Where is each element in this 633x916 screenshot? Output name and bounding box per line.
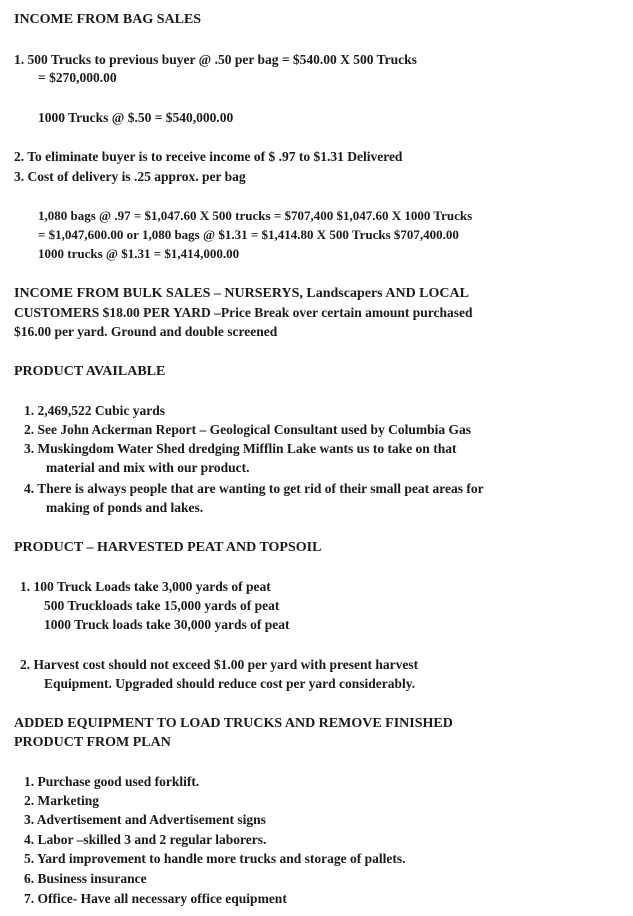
harvested-item-2-line-2: Equipment. Upgraded should reduce cost per yard considerably. — [44, 676, 416, 691]
product-available-item-4-line-2: making of ponds and lakes. — [46, 500, 204, 515]
bag-sales-item-2: 2. To eliminate buyer is to receive income of $ .97 to $1.31 Delivered — [14, 149, 403, 164]
equipment-heading-line-2: PRODUCT FROM PLAN — [14, 735, 171, 750]
bulk-sales-line-2: CUSTOMERS $18.00 PER YARD –Price Break over certain amount purchased — [14, 305, 473, 320]
harvested-item-1-line-2: 500 Truckloads take 15,000 yards of peat — [44, 598, 280, 613]
bag-sales-calc-line-1: 1,080 bags @ .97 = $1,047.60 X 500 trucks = $707,400 $1,047.60 X 1000 Trucks — [38, 208, 473, 223]
bag-sales-heading: INCOME FROM BAG SALES — [14, 12, 202, 27]
bag-sales-item-1-line-1: 1. 500 Trucks to previous buyer @ .50 per bag = $540.00 X 500 Trucks — [14, 52, 417, 67]
harvested-item-1-line-3: 1000 Truck loads take 30,000 yards of peat — [44, 617, 290, 632]
equipment-heading-line-1: ADDED EQUIPMENT TO LOAD TRUCKS AND REMOVE FINISHED — [14, 716, 453, 731]
product-available-item-2: 2. See John Ackerman Report – Geological Consultant used by Columbia Gas — [24, 422, 472, 437]
equipment-item: 3. Advertisement and Advertisement signs — [24, 812, 266, 827]
product-available-item-3-line-1: 3. Muskingdom Water Shed dredging Mifflin Lake wants us to take on that — [24, 441, 457, 456]
bag-sales-item-3: 3. Cost of delivery is .25 approx. per bag — [14, 169, 246, 184]
equipment-item: 4. Labor –skilled 3 and 2 regular laborers. — [24, 832, 267, 847]
product-available-item-1: 1. 2,469,522 Cubic yards — [24, 403, 166, 418]
equipment-item: 1. Purchase good used forklift. — [24, 774, 200, 789]
bag-sales-calc-line-2: = $1,047,600.00 or 1,080 bags @ $1.31 = $1,414.80 X 500 Trucks $707,400.00 — [38, 227, 459, 242]
harvested-heading: PRODUCT – HARVESTED PEAT AND TOPSOIL — [14, 540, 322, 555]
product-available-item-4-line-1: 4. There is always people that are wanting to get rid of their small peat areas for — [24, 481, 484, 496]
product-available-item-3-line-2: material and mix with our product. — [46, 460, 250, 475]
equipment-item: 5. Yard improvement to handle more trucks and storage of pallets. — [24, 851, 406, 866]
equipment-item: 6. Business insurance — [24, 871, 147, 886]
bag-sales-item-1-sub: 1000 Trucks @ $.50 = $540,000.00 — [38, 110, 234, 125]
harvested-item-1-line-1: 1. 100 Truck Loads take 3,000 yards of peat — [20, 579, 271, 594]
harvested-item-2-line-1: 2. Harvest cost should not exceed $1.00 per yard with present harvest — [20, 657, 419, 672]
bulk-sales-line-1: INCOME FROM BULK SALES – NURSERYS, Landscapers AND LOCAL — [14, 286, 469, 301]
product-available-heading: PRODUCT AVAILABLE — [14, 364, 166, 379]
equipment-item: 2. Marketing — [24, 793, 99, 808]
bag-sales-item-1-line-2: = $270,000.00 — [38, 70, 117, 85]
equipment-item: 7. Office- Have all necessary office equipment — [24, 891, 287, 906]
bulk-sales-line-3: $16.00 per yard. Ground and double screened — [14, 324, 278, 339]
bag-sales-calc-line-3: 1000 trucks @ $1.31 = $1,414,000.00 — [38, 246, 240, 261]
